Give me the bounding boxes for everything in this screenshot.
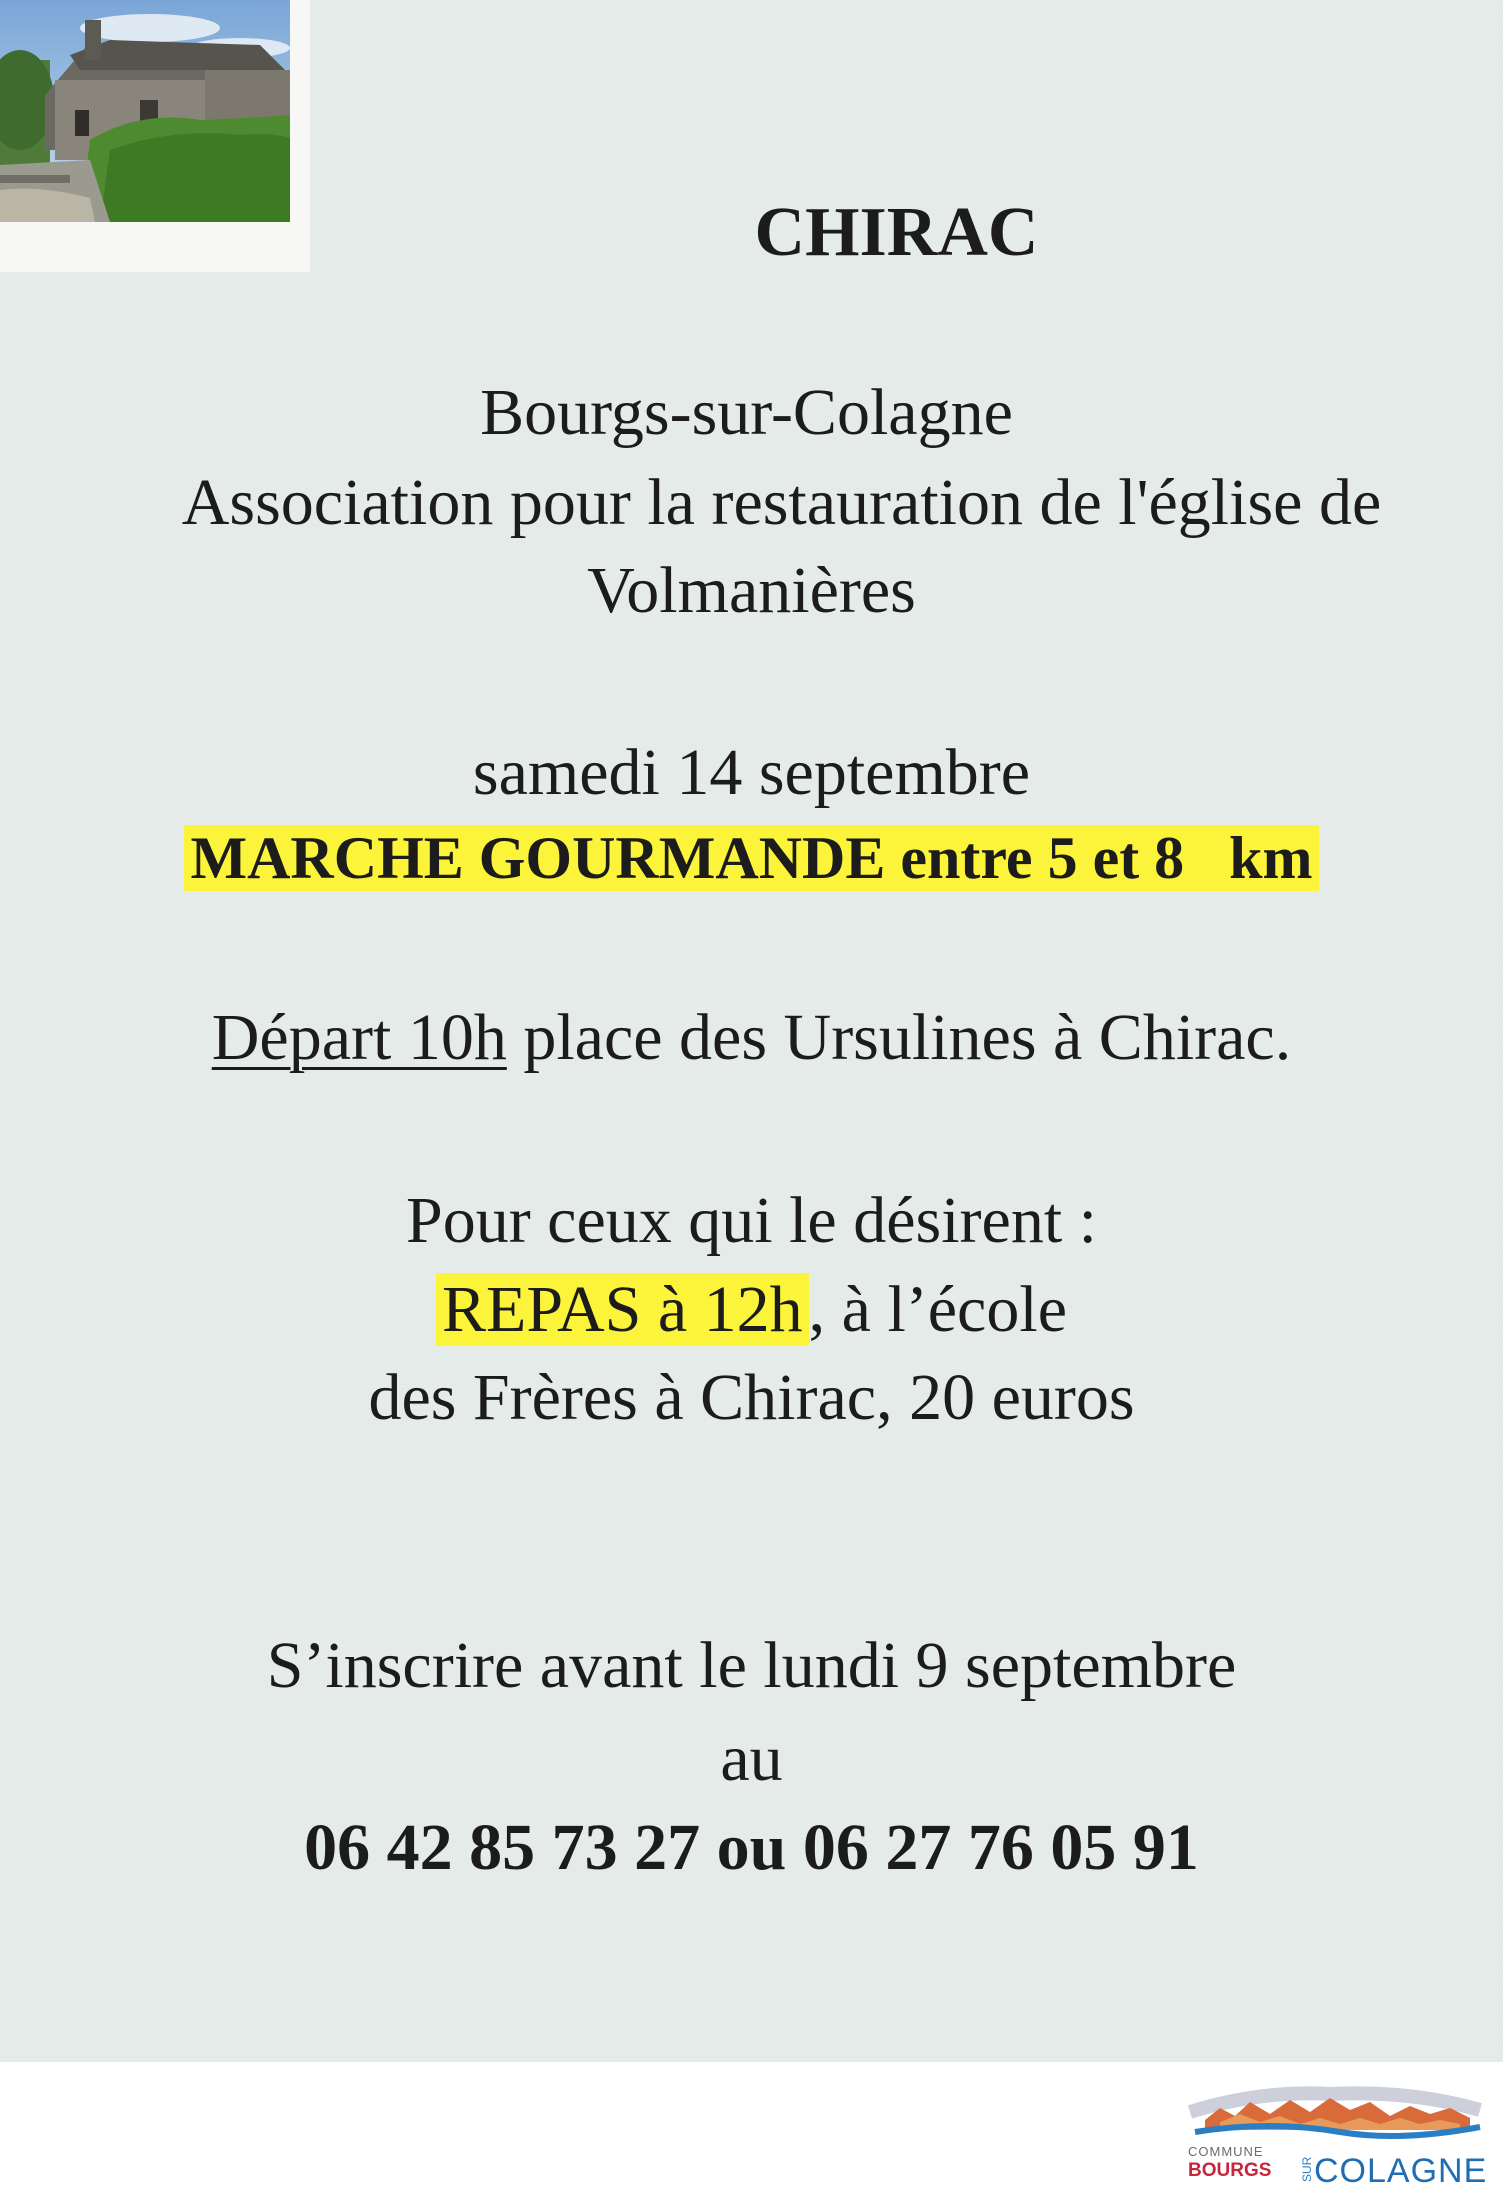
village-skyline-icon — [1180, 2072, 1490, 2142]
meal-highlight: REPAS à 12h — [436, 1273, 809, 1346]
logo-colagne-text: COLAGNE — [1314, 2152, 1488, 2190]
church-photo — [0, 0, 290, 222]
registration-phones: 06 42 85 73 27 ou 06 27 76 05 91 — [304, 1811, 1199, 1884]
meal-place-price: des Frères à Chirac, 20 euros — [368, 1361, 1135, 1434]
logo-bourgs-text: BOURGS — [1188, 2160, 1272, 2181]
commune-logo — [1180, 2072, 1490, 2194]
meal-line — [0, 1273, 1503, 1346]
event-activity — [0, 825, 1503, 891]
organization-association: Association pour la restauration de l'église de — [181, 466, 1382, 539]
church-photo-image — [0, 0, 290, 222]
logo-sur-text: SUR — [1300, 2156, 1314, 2182]
meal-location-start: , à l’école — [808, 1273, 1067, 1346]
meal-intro: Pour ceux qui le désirent : — [405, 1184, 1097, 1257]
organization-town: Bourgs-sur-Colagne — [480, 376, 1013, 449]
registration-deadline: S’inscrire avant le lundi 9 septembre — [266, 1629, 1237, 1702]
departure-time: Départ 10h — [211, 1001, 507, 1074]
event-activity-highlight: MARCHE GOURMANDE entre 5 et 8 km — [184, 825, 1318, 891]
logo-commune-text: COMMUNE — [1188, 2144, 1264, 2159]
registration-connector: au — [720, 1722, 783, 1795]
departure-place: place des Ursulines à Chirac. — [506, 1001, 1292, 1074]
event-date: samedi 14 septembre — [472, 736, 1031, 809]
event-departure — [0, 1001, 1503, 1074]
page-title: CHIRAC — [754, 194, 1039, 271]
organization-village: Volmanières — [587, 554, 916, 627]
